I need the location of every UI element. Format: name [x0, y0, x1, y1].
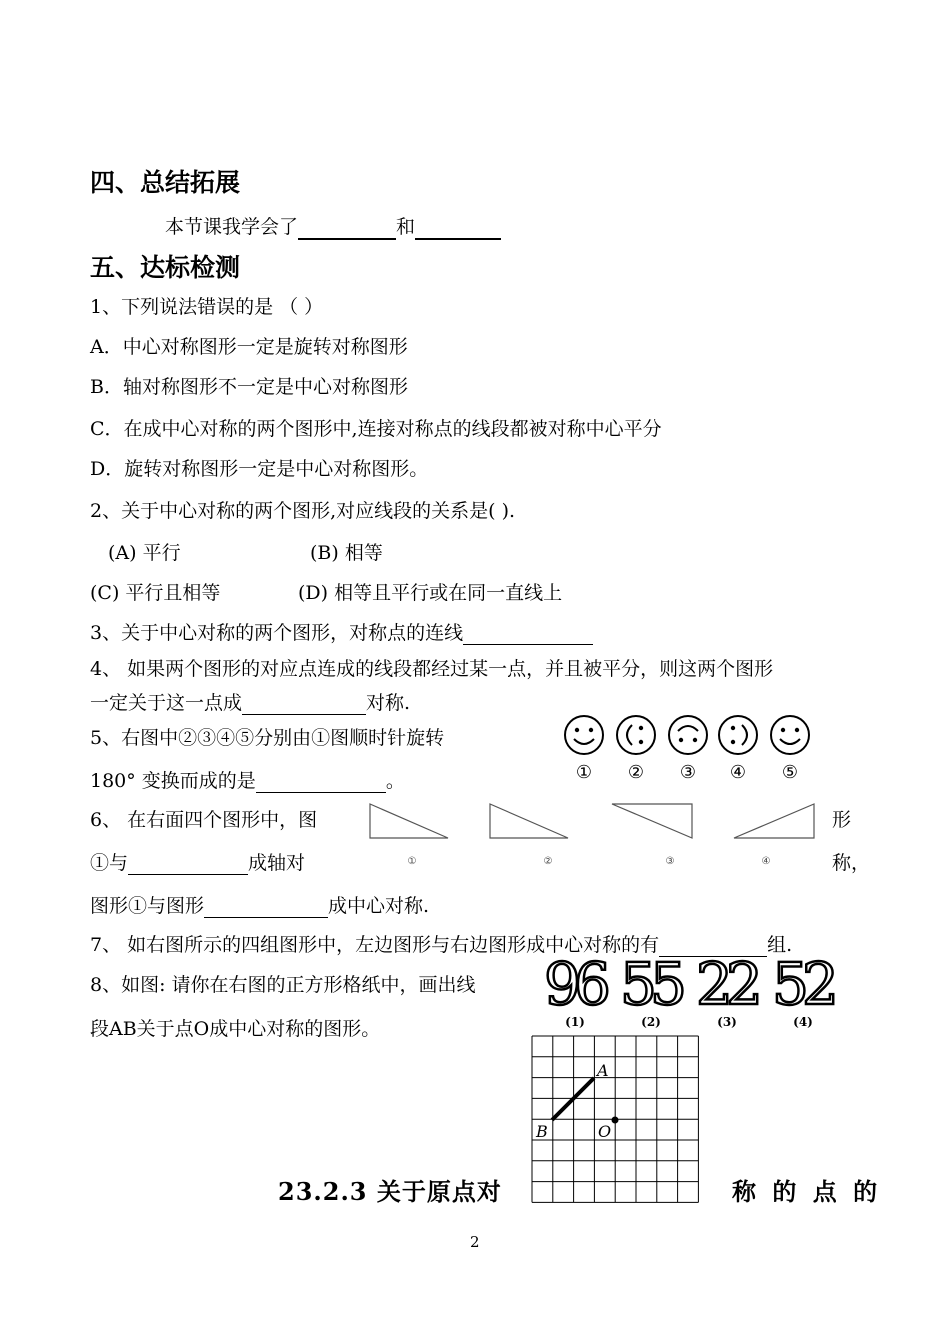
- q5-line-2: [90, 766, 405, 793]
- page-number: 2: [470, 1233, 480, 1251]
- q6-line-2-mid: 成轴对: [248, 852, 306, 874]
- q8-line-1: 8、如图: 请你在右图的正方形格纸中，画出线: [90, 974, 476, 996]
- q6-line-2: [90, 848, 305, 875]
- q4-line-2-pre: 一定关于这一点成: [90, 692, 243, 714]
- q6-line-3-post: 成中心对称.: [328, 895, 430, 917]
- summary-blank-1[interactable]: [298, 216, 396, 240]
- face-3-icon: [669, 716, 707, 754]
- q1-option-b: B．轴对称图形不一定是中心对称图形: [90, 376, 408, 398]
- q6-blank-2[interactable]: [204, 895, 328, 918]
- q5-faces-figure: [558, 708, 818, 788]
- group-4-left-digit: 5: [772, 950, 809, 1018]
- q6-line-3-pre: 图形①与图形: [90, 895, 205, 917]
- label-point-o: O: [598, 1122, 612, 1141]
- face-label-5: ⑤: [781, 762, 799, 783]
- q7-text-pre: 7、 如右图所示的四组图形中，左边图形与右边图形成中心对称的有: [90, 934, 660, 956]
- face-label-4: ④: [729, 762, 747, 783]
- group-1-left-digit: 9: [544, 950, 581, 1018]
- group-4-label: (4): [793, 1015, 813, 1029]
- q4-line-2-post: 对称.: [366, 692, 411, 714]
- group-2-label: (2): [641, 1015, 661, 1029]
- q5-line-2-post: 。: [385, 770, 405, 792]
- face-5-icon: [771, 716, 809, 754]
- triangle-label-1: ①: [407, 856, 417, 867]
- q5-blank[interactable]: [256, 770, 386, 793]
- q5-line-2-pre: 180° 变换而成的是: [90, 770, 256, 792]
- q4-blank[interactable]: [242, 692, 366, 715]
- group-4-right-digit: 2: [802, 950, 839, 1018]
- summary-mid: 和: [396, 216, 416, 238]
- q6-line-1-post: 形: [832, 809, 852, 831]
- triangle-3: [612, 804, 692, 838]
- q1-option-d: D．旋转对称图形一定是中心对称图形。: [90, 458, 429, 480]
- q3-blank[interactable]: [463, 622, 593, 645]
- q6-line-2-post: 称，: [832, 852, 871, 874]
- q3-line: [90, 618, 593, 645]
- section-4-heading: 四、总结拓展: [90, 168, 241, 197]
- face-4-icon: [719, 716, 757, 754]
- section-5-heading: 五、达标检测: [90, 253, 241, 282]
- q2-option-a: (A) 平行: [108, 542, 181, 564]
- q6-triangles-figure: [362, 800, 822, 872]
- q6-line-3: [90, 891, 429, 918]
- q2-stem: 2、关于中心对称的两个图形,对应线段的关系是( ).: [90, 500, 516, 522]
- group-3-label: (3): [717, 1015, 737, 1029]
- q7-digit-groups-figure: [544, 950, 839, 1032]
- summary-prefix: 本节课我学会了: [165, 216, 299, 238]
- triangle-label-3: ③: [665, 856, 675, 867]
- face-1-icon: [565, 716, 603, 754]
- summary-line: [165, 212, 501, 240]
- face-label-2: ②: [627, 762, 645, 783]
- point-o-dot: [612, 1117, 619, 1124]
- q7-text-post: 组.: [767, 934, 793, 956]
- q1-option-a: A．中心对称图形一定是旋转对称图形: [90, 336, 408, 358]
- segment-ab: [552, 1078, 594, 1120]
- q5-line-1: 5、右图中②③④⑤分别由①图顺时针旋转: [90, 727, 445, 749]
- q4-line-2: [90, 688, 410, 715]
- face-2-icon: [617, 716, 655, 754]
- q2-option-d: (D) 相等且平行或在同一直线上: [298, 582, 563, 604]
- q1-option-c: C．在成中心对称的两个图形中,连接对称点的线段都被对称中心平分: [90, 418, 662, 440]
- label-point-b: B: [536, 1122, 548, 1141]
- triangle-1: [370, 804, 448, 838]
- group-2-right-digit: 5: [650, 950, 687, 1018]
- q2-option-c: (C) 平行且相等: [90, 582, 221, 604]
- q3-text: 3、关于中心对称的两个图形，对称点的连线: [90, 622, 464, 644]
- face-label-3: ③: [679, 762, 697, 783]
- label-point-a: A: [597, 1061, 609, 1080]
- q2-option-b: (B) 相等: [310, 542, 383, 564]
- triangle-4: [734, 804, 814, 838]
- q8-grid-figure[interactable]: [530, 1036, 702, 1204]
- q6-line-2-pre: ①与: [90, 852, 129, 874]
- group-3-right-digit: 2: [726, 950, 763, 1018]
- q4-line-1: 4、 如果两个图形的对应点连成的线段都经过某一点，并且被平分，则这两个图形: [90, 658, 774, 680]
- q6-blank-1[interactable]: [128, 852, 248, 875]
- triangle-2: [490, 804, 568, 838]
- group-3-left-digit: 2: [696, 950, 733, 1018]
- next-title-left: 23.2.3 关于原点对: [278, 1177, 502, 1206]
- q6-line-1-pre: 6、 在右面四个图形中，图: [90, 809, 318, 831]
- triangle-label-4: ④: [761, 856, 771, 867]
- face-label-1: ①: [575, 762, 593, 783]
- q8-line-2: 段AB关于点O成中心对称的图形。: [90, 1018, 381, 1040]
- group-1-label: (1): [565, 1015, 585, 1029]
- next-title-right: 称 的 点 的: [732, 1177, 882, 1206]
- group-1-right-digit: 6: [574, 950, 611, 1018]
- group-2-left-digit: 5: [620, 950, 657, 1018]
- summary-blank-2[interactable]: [415, 216, 501, 240]
- q1-stem: 1、下列说法错误的是 （ ）: [90, 296, 324, 318]
- triangle-label-2: ②: [543, 856, 553, 867]
